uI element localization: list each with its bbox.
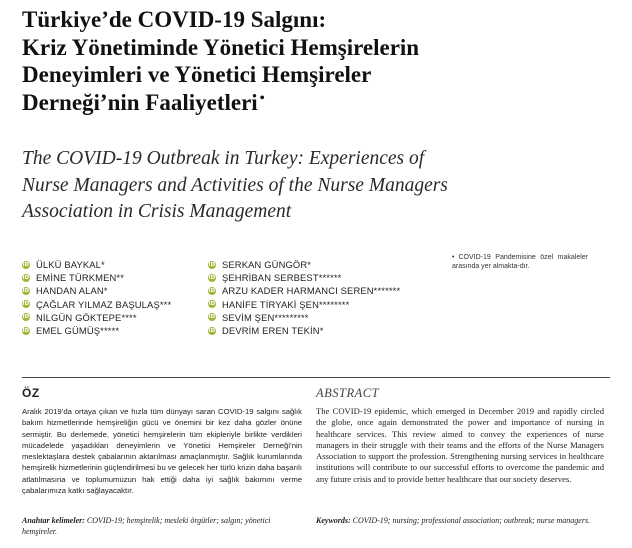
orcid-icon[interactable]: iD: [22, 287, 30, 294]
author-name: NİLGÜN GÖKTEPE****: [36, 311, 137, 323]
abstract-text: The COVID-19 epidemic, which emerged in December 2019 and rapidly circled the globe, once again demonstrated the power and importance of nursing in healthcare services. This review aimed to convey the experiences of nurse managers in their struggle with their teams and the efforts of the Nurse Managers Association to support the profession. Strengthening nursing services in healthcare institutions will contribute to our successful efforts to overcome the pandemic and any future crisis and to provide better healthcare that our society deserves.: [316, 406, 604, 484]
english-title-line: Association in Crisis Management: [22, 201, 292, 222]
turkish-keywords: [22, 516, 300, 537]
author-name: ÇAĞLAR YILMAZ BAŞULAŞ***: [36, 298, 172, 310]
orcid-icon[interactable]: iD: [22, 274, 30, 281]
author-entry: [208, 271, 400, 284]
author-entry: [22, 271, 171, 284]
oz-heading: ÖZ: [22, 386, 40, 400]
orcid-icon[interactable]: iD: [22, 261, 30, 268]
author-entry: [208, 311, 400, 324]
author-name: EMEL GÜMÜŞ*****: [36, 325, 120, 337]
oz-text: Aralık 2019’da ortaya çıkan ve hızla tüm dünyayı saran COVID-19 salgını sağlık bakım hizmetlerinde hemşireliğin gücü ve önemini bir kez daha gözler önüne sermiştir. Bu derlemede, yönetici hemşirelerin tüm ekipleriyle birlikte verdikleri mücadelede yaşadıkları deneyimlerin ve Yönetici Hemşireler Derneği’nin meslektaşlara destek çabalarının aktarılması amaçlanmıştır. Sağlık kurumlarında hemşirelik hizmetlerinin güçlendirilmesi bu ve gelecek her türlü krizin daha başarılı atlatılmasına ve toplumumuzun hak ettiği daha iyi sağlık bakımını verme çabalarımıza katkı sağlayacaktır.: [22, 407, 302, 496]
turkish-title-line: Kriz Yönetiminde Yönetici Hemşirelerin: [22, 34, 420, 60]
note-bullet: •: [452, 254, 455, 261]
special-issue-note: [452, 253, 588, 272]
english-keywords-label: Keywords:: [316, 516, 351, 525]
note-text: COVID-19 Pandemisine özel makaleler arasında yer almakta-dır.: [452, 254, 588, 271]
orcid-icon[interactable]: iD: [208, 327, 216, 334]
author-entry: [208, 298, 400, 311]
turkish-title: [22, 6, 622, 116]
author-name: HANİFE TİRYAKİ ŞEN********: [222, 298, 350, 310]
abstract-heading: ABSTRACT: [316, 386, 380, 400]
author-name: ARZU KADER HARMANCI SEREN*******: [222, 285, 401, 297]
author-entry: [22, 284, 171, 297]
english-title-line: Nurse Managers and Activities of the Nurse Managers: [22, 174, 448, 196]
section-divider: [22, 377, 610, 378]
english-title: [22, 146, 622, 226]
orcid-icon[interactable]: iD: [208, 261, 216, 268]
author-entry: [22, 258, 171, 271]
author-entry: [22, 311, 171, 324]
orcid-icon[interactable]: iD: [22, 301, 30, 308]
author-entry: [208, 258, 400, 271]
english-keywords-list: COVID-19; nursing; professional association; outbreak; nurse managers.: [352, 516, 591, 525]
author-list-right: [208, 258, 400, 337]
turkish-keywords-label: Anahtar kelimeler:: [22, 516, 85, 525]
author-entry: [208, 324, 400, 337]
footnote-mark: •: [259, 90, 265, 106]
author-name: ÜLKÜ BAYKAL*: [36, 259, 105, 271]
turkish-title-line: Deneyimleri ve Yönetici Hemşireler: [22, 62, 372, 87]
english-title-line: The COVID-19 Outbreak in Turkey: Experiences of: [22, 148, 425, 169]
author-name: DEVRİM EREN TEKİN*: [222, 325, 324, 337]
turkish-keywords-list: COVID-19; hemşirelik; mesleki örgütler; salgın; yönetici hemşireler.: [22, 516, 271, 536]
author-entry: [208, 284, 400, 297]
orcid-icon[interactable]: iD: [208, 301, 216, 308]
orcid-icon[interactable]: iD: [22, 327, 30, 334]
turkish-title-line: Türkiye’de COVID-19 Salgını:: [22, 7, 327, 32]
author-entry: [22, 298, 171, 311]
author-name: EMİNE TÜRKMEN**: [36, 272, 125, 284]
turkish-title-last-line-text: Derneği’nin Faaliyetleri: [22, 89, 258, 115]
author-entry: [22, 324, 171, 337]
author-name: HANDAN ALAN*: [36, 285, 108, 297]
author-name: ŞEHRİBAN SERBEST******: [222, 272, 342, 284]
orcid-icon[interactable]: iD: [208, 274, 216, 281]
author-list-left: [22, 258, 171, 337]
orcid-icon[interactable]: iD: [208, 314, 216, 321]
turkish-title-line: [22, 89, 622, 117]
author-name: SEVİM ŞEN*********: [222, 311, 309, 323]
orcid-icon[interactable]: iD: [208, 287, 216, 294]
orcid-icon[interactable]: iD: [22, 314, 30, 321]
english-keywords: [316, 516, 604, 527]
author-name: SERKAN GÜNGÖR*: [222, 259, 312, 271]
